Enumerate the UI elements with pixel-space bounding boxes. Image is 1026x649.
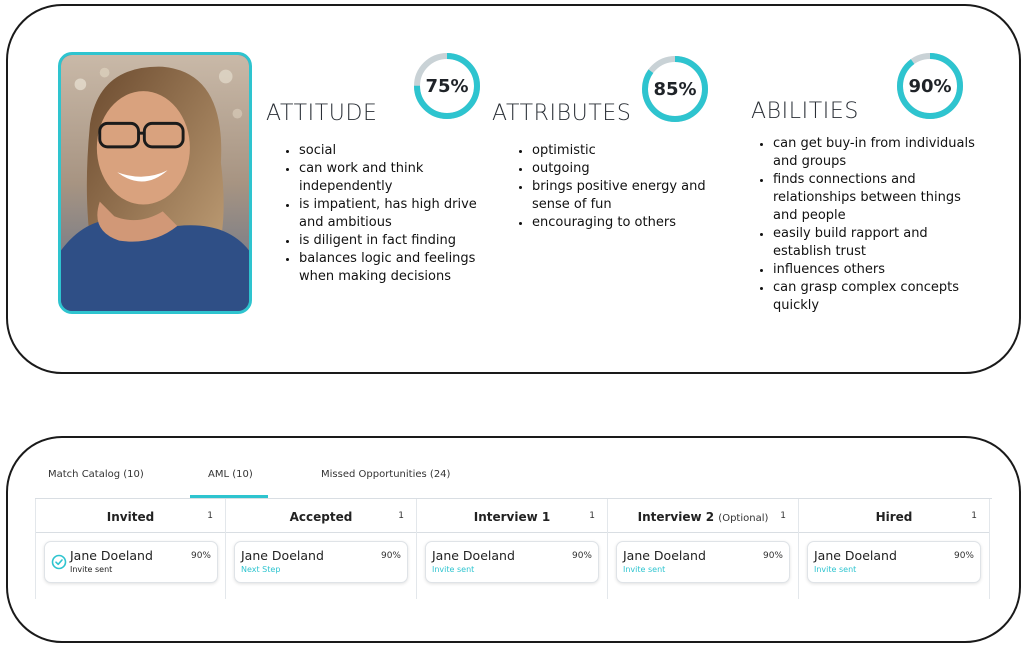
column-header (799, 499, 989, 533)
candidate-card[interactable] (807, 541, 981, 583)
candidate-status: Invite sent (432, 565, 475, 574)
candidate-match-percent: 90% (953, 551, 974, 561)
tab-match-catalog[interactable]: Match Catalog (10) (48, 469, 144, 480)
column-title (799, 510, 989, 524)
column-hired (799, 499, 990, 599)
column-count: 1 (780, 511, 786, 521)
column-count: 1 (971, 511, 977, 521)
candidate-card[interactable] (234, 541, 408, 583)
abilities-percent: 90% (908, 75, 952, 97)
candidate-name: Jane Doeland (623, 548, 706, 563)
attributes-percent: 85% (653, 78, 697, 100)
attributes-title: ATTRIBUTES (492, 101, 632, 126)
list-item: social (285, 142, 485, 160)
candidate-match-percent: 90% (380, 551, 401, 561)
column-title-text: Interview 1 (473, 510, 551, 524)
list-item: optimistic (518, 142, 718, 160)
candidate-card[interactable] (44, 541, 218, 583)
candidate-status: Invite sent (814, 565, 857, 574)
abilities-gauge (895, 51, 965, 121)
candidate-match-percent: 90% (762, 551, 783, 561)
column-header (608, 499, 798, 533)
list-item: can get buy-in from individuals and groups (759, 135, 989, 171)
candidate-name: Jane Doeland (241, 548, 324, 563)
list-item: brings positive energy and sense of fun (518, 178, 718, 214)
list-item: influences others (759, 261, 989, 279)
attributes-list (518, 142, 718, 232)
column-accepted (226, 499, 417, 599)
optional-label: (Optional) (718, 513, 769, 524)
column-title (36, 510, 225, 524)
candidate-status: Invite sent (623, 565, 666, 574)
column-interview-1 (417, 499, 608, 599)
pipeline-card (6, 436, 1021, 643)
check-circle-icon (51, 554, 67, 570)
attitude-percent: 75% (425, 75, 469, 97)
pipeline-board (35, 498, 992, 598)
list-item: is impatient, has high drive and ambitious (285, 196, 485, 232)
portrait-image (61, 55, 249, 311)
candidate-match-percent: 90% (190, 551, 211, 561)
tab-aml[interactable]: AML (10) (208, 469, 253, 480)
candidate-status: Invite sent (70, 565, 113, 574)
list-item: can grasp complex concepts quickly (759, 279, 989, 315)
candidate-match-percent: 90% (571, 551, 592, 561)
attitude-list (285, 142, 485, 286)
candidate-status[interactable]: Next Step (241, 565, 281, 574)
attitude-title: ATTITUDE (266, 101, 378, 126)
column-header (226, 499, 416, 533)
column-count: 1 (398, 511, 404, 521)
column-title (226, 510, 416, 524)
column-interview-2 (608, 499, 799, 599)
abilities-title: ABILITIES (751, 99, 859, 124)
column-title (417, 510, 607, 524)
list-item: easily build rapport and establish trust (759, 225, 989, 261)
attributes-gauge (640, 54, 710, 124)
list-item: encouraging to others (518, 214, 718, 232)
column-title-text: Accepted (289, 510, 353, 524)
column-header (417, 499, 607, 533)
column-invited (35, 499, 226, 599)
tab-missed-opportunities[interactable]: Missed Opportunities (24) (321, 469, 451, 480)
candidate-name: Jane Doeland (814, 548, 897, 563)
column-title-text: Hired (875, 510, 913, 524)
attitude-gauge (412, 51, 482, 121)
list-item: balances logic and feelings when making decisions (285, 250, 485, 286)
column-title (608, 510, 798, 524)
abilities-list (759, 135, 989, 315)
column-count: 1 (589, 511, 595, 521)
candidate-name: Jane Doeland (432, 548, 515, 563)
tab-bar (8, 438, 1019, 498)
list-item: finds connections and relationships between things and people (759, 171, 989, 225)
list-item: outgoing (518, 160, 718, 178)
list-item: can work and think independently (285, 160, 485, 196)
column-header (36, 499, 225, 533)
column-title-text: Invited (106, 510, 155, 524)
profile-card (6, 4, 1021, 374)
candidate-name: Jane Doeland (70, 548, 153, 563)
profile-photo (58, 52, 252, 314)
list-item: is diligent in fact finding (285, 232, 485, 250)
candidate-card[interactable] (616, 541, 790, 583)
candidate-card[interactable] (425, 541, 599, 583)
column-title-text: Interview 2 (637, 510, 715, 524)
column-count: 1 (207, 511, 213, 521)
